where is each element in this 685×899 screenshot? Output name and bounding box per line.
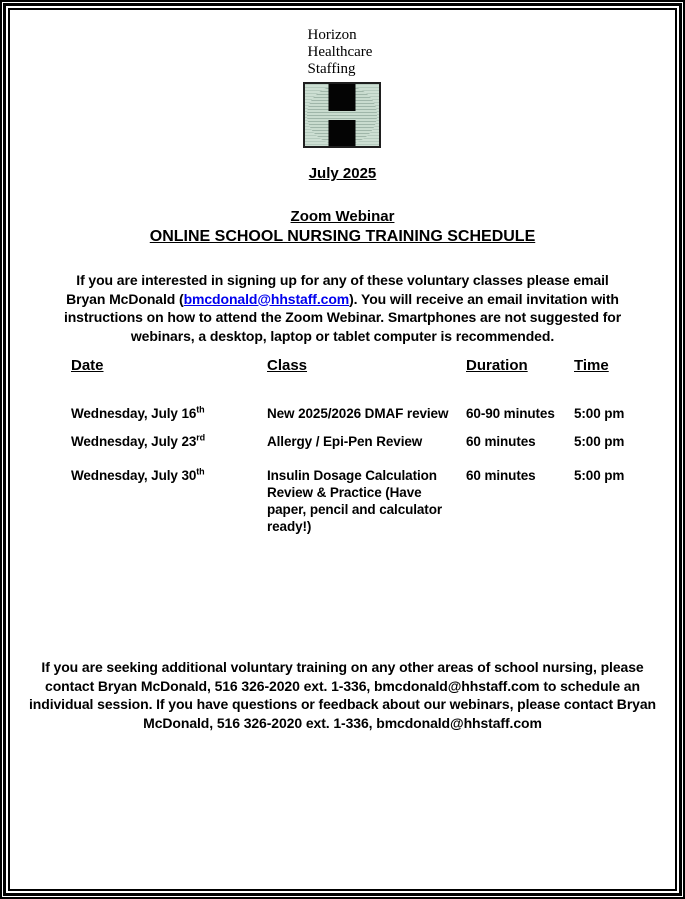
row-class: Allergy / Epi-Pen Review: [267, 434, 423, 449]
row-date: Wednesday, July 16th: [71, 404, 205, 421]
table-row: [71, 433, 663, 450]
row-duration: 60-90 minutes: [466, 406, 555, 421]
brand-name-line: Healthcare: [307, 44, 373, 60]
brand-name: [303, 27, 383, 78]
row-class: Insulin Dosage Calculation Review & Practice (Have paper, pencil and calculator ready!): [267, 468, 443, 534]
date-ordinal-suffix: th: [196, 466, 205, 477]
document-page: [10, 10, 675, 889]
schedule-table: [71, 357, 663, 535]
logo-h-bottom-block: [328, 120, 355, 146]
schedule-header-row: [71, 357, 663, 374]
logo-h-top-block: [328, 84, 355, 111]
brand-name-line: Horizon: [307, 27, 357, 43]
webinar-subtitle: [22, 208, 663, 225]
row-time: 5:00 pm: [574, 406, 625, 421]
month-heading: [22, 165, 663, 182]
date-ordinal-suffix: rd: [196, 432, 206, 443]
page-title: [22, 228, 663, 246]
header-duration: Duration: [466, 357, 528, 374]
webinar-subtitle-text: Zoom Webinar: [290, 208, 395, 225]
month-heading-text: July 2025: [308, 165, 377, 182]
table-row: [71, 405, 663, 422]
brand-block: [303, 27, 383, 148]
footer-contact-paragraph: If you are seeking additional voluntary training on any other areas of school nursing, please contact Bryan McDonald, 516 326-2020 ext. 1-336, bmcdonald@hhstaff.com to schedule an individual session. If you have questions or feedback about our webinars, please contact Bryan McDonald, 516 326-2020 ext. 1-336, bmcdonald@hhstaff.com: [29, 659, 656, 731]
page-border-inner: [8, 8, 677, 891]
table-row: [71, 467, 663, 535]
header-date: Date: [71, 357, 104, 374]
row-duration: 60 minutes: [466, 468, 536, 483]
page-border-middle: [3, 3, 682, 896]
row-time: 5:00 pm: [574, 468, 625, 483]
row-time: 5:00 pm: [574, 434, 625, 449]
email-link[interactable]: bmcdonald@hhstaff.com: [183, 290, 350, 307]
brand-name-line: Staffing: [307, 61, 356, 77]
intro-text-post: ). You will receive an email invitation with instructions on how to attend the Zoom Webinar. Smartphones are not suggested for webinars, a desktop, laptop or tablet computer is recommended.: [63, 290, 622, 344]
row-duration: 60 minutes: [466, 434, 536, 449]
row-date: Wednesday, July 23rd: [71, 432, 206, 449]
header-class: Class: [267, 357, 308, 374]
horizon-h-logo: [303, 82, 381, 148]
page-title-text: ONLINE SCHOOL NURSING TRAINING SCHEDULE: [149, 228, 536, 245]
row-class: New 2025/2026 DMAF review: [267, 406, 449, 421]
date-ordinal-suffix: th: [196, 404, 205, 415]
row-date: Wednesday, July 30th: [71, 466, 205, 483]
header-time: Time: [574, 357, 609, 374]
intro-text-pre: If you are interested in signing up for any of these voluntary classes please email Bryan McDonald (: [66, 272, 609, 307]
intro-paragraph: [62, 271, 624, 345]
